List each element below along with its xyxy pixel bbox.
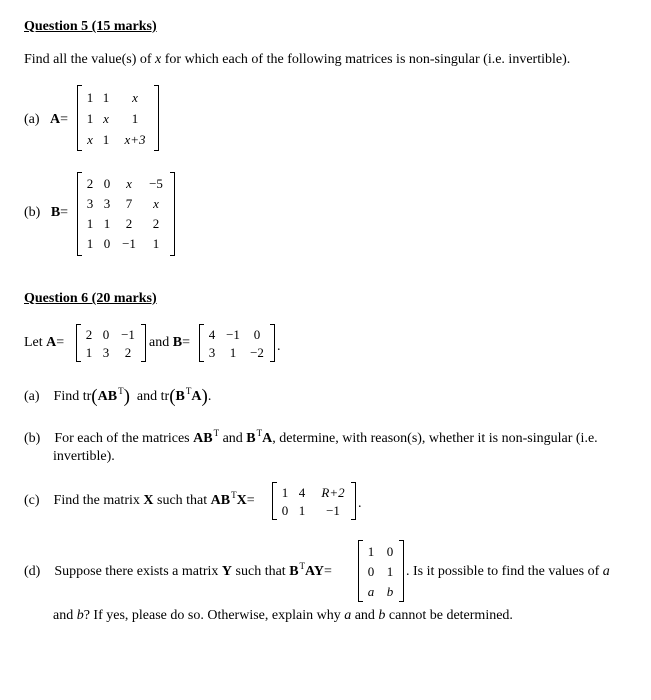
matrix-cell: R+2 [321,485,345,500]
q5-part-b-label: (b) B= [24,205,69,220]
q6-let-end: . [277,339,281,354]
matrix-cell: 3 [86,196,94,211]
matrix-cell: 4 [298,485,306,500]
matrix-cell: 1 [103,216,111,231]
matrix-cell: 1 [152,236,160,251]
matrix-cell: 1 [367,544,375,559]
matrix-cell: 1 [281,485,289,500]
q6-part-d-line1a: (d) Suppose there exists a matrix Y such that $B^TAY=$ [24,561,332,579]
matrix-cell: 1 [86,216,94,231]
matrix-cell: 3 [208,345,216,360]
matrix-cell: −1 [121,327,135,342]
matrix-cell: 1 [85,345,93,360]
matrix-cell: 2 [85,327,93,342]
q6-matrix-a [76,324,146,362]
matrix-cell: 1 [86,111,94,126]
matrix-cell: 1 [386,564,394,579]
q6-part-d-line2: and b? If yes, please do so. Otherwise, explain why a and b cannot be determined. [53,608,513,623]
matrix-cell: x [87,132,93,147]
matrix-cell: −1 [226,327,240,342]
q6-and-b: and B= [149,335,190,350]
matrix-cell: 0 [102,327,110,342]
q6-part-c-end: . [358,496,362,511]
matrix-cell: 3 [102,345,110,360]
q6-part-c: (c) Find the matrix X such that $AB^TX=$ [24,490,255,508]
q5-matrix-a [77,85,159,151]
q6-heading: Question 6 (20 marks) [24,291,157,306]
bracket-right [170,172,175,256]
matrix-cell: 0 [367,564,375,579]
matrix-cell: −1 [326,503,340,518]
q6-let: Let A= [24,335,65,350]
matrix-cell: 1 [102,90,110,105]
q6-part-d-line1b: . Is it possible to find the values of a [406,564,610,579]
matrix-cell: −2 [250,345,264,360]
matrix-cell: 7 [125,196,133,211]
bracket-right [141,324,146,362]
q6-part-b-line1: (b) For each of the matrices $AB^T$ and $B^TA$, determine, with reason(s), whether it is non-singular (i.e. [24,428,598,446]
q6-matrix-b [199,324,275,362]
matrix-cell: 1 [86,236,94,251]
matrix-cell: 4 [208,327,216,342]
q6-part-a: (a) Find $tr(AB^T)$ and $tr(B^TA)$. [24,386,212,407]
matrix-cell: −1 [122,236,136,251]
matrix-cell: b [386,584,394,599]
bracket-right [154,85,159,151]
matrix-cell: x [126,176,132,191]
matrix-cell: x [153,196,159,211]
q5-part-a-label: (a) A= [24,112,69,127]
q5-matrix-b [77,172,175,256]
q5-heading: Question 5 (15 marks) [24,19,157,34]
matrix-cell: x [132,90,138,105]
matrix-cell: 0 [281,503,289,518]
matrix-cell: 1 [102,132,110,147]
matrix-cell: 3 [103,196,111,211]
matrix-cell: x+3 [124,132,146,147]
matrix-cell: 1 [131,111,139,126]
matrix-cell: 2 [152,216,160,231]
matrix-cell: 2 [86,176,94,191]
bracket-right [270,324,275,362]
matrix-cell: −5 [149,176,163,191]
matrix-cell: 0 [103,176,111,191]
matrix-cell: 0 [253,327,261,342]
matrix-cell: 2 [125,216,133,231]
matrix-cell: 2 [124,345,132,360]
matrix-cell: 0 [103,236,111,251]
matrix-cell: a [367,584,375,599]
matrix-cell: 1 [298,503,306,518]
q6-d-matrix [358,540,404,602]
matrix-cell: 1 [86,90,94,105]
matrix-cell: 1 [229,345,237,360]
matrix-cell: x [103,111,109,126]
q5-intro: Find all the value(s) of x for which each of the following matrices is non-singular (i.e. invertible). [24,52,571,67]
matrix-cell: 0 [386,544,394,559]
q6-part-b-line2: invertible). [53,449,115,464]
q6-c-matrix [272,482,356,520]
bracket-left [77,85,82,151]
bracket-right [399,540,404,602]
